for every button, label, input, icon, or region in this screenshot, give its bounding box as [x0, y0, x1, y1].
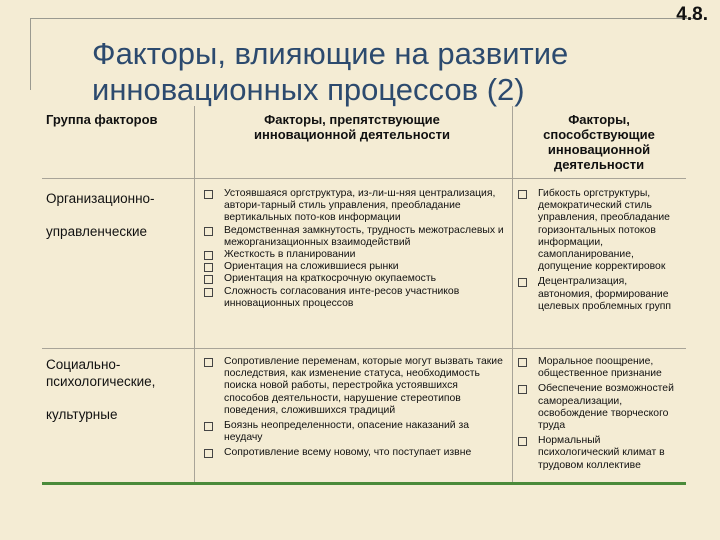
list-item: Моральное поощрение, общественное признание — [518, 356, 684, 380]
header-divider — [42, 178, 686, 179]
row1-group — [46, 190, 192, 240]
square-bullet-icon — [204, 275, 213, 284]
slide-title — [92, 36, 692, 108]
list-item: Ориентация на сложившиеся рынки — [204, 261, 514, 273]
row1-group-line-2: управленческие — [46, 224, 148, 239]
row2-promoting-list — [518, 356, 684, 475]
square-bullet-icon — [204, 422, 213, 431]
square-bullet-icon — [518, 385, 527, 394]
header-promoting: Факторы, способствующие инновационной деятельности — [543, 112, 655, 172]
square-bullet-icon — [204, 190, 213, 199]
header-hindering: Факторы, препятствующие инновационной деятельности — [254, 112, 450, 142]
row1-promoting-list — [518, 188, 684, 316]
list-item: Жесткость в планировании — [204, 249, 514, 261]
list-item: Сопротивление всему новому, что поступает извне — [204, 447, 504, 459]
title-line-1: Факторы, влияющие на развитие — [92, 36, 569, 71]
slide-number: 4.8. — [676, 4, 708, 25]
title-line-2: инновационных процессов (2) — [92, 72, 525, 107]
row2-group-line-1: Социально-психологические, — [46, 357, 156, 389]
list-item: Сложность согласования инте-ресов участников инновационных процессов — [204, 286, 514, 310]
row2-group — [46, 356, 192, 423]
list-item: Ведомственная замкнутость, трудность межотраслевых и межорганизационных взаимодействий — [204, 225, 514, 249]
row-divider — [42, 348, 686, 349]
square-bullet-icon — [204, 263, 213, 272]
square-bullet-icon — [518, 278, 527, 287]
top-divider — [30, 18, 702, 19]
header-group: Группа факторов — [46, 112, 158, 127]
square-bullet-icon — [518, 190, 527, 199]
square-bullet-icon — [204, 449, 213, 458]
row2-group-line-2: культурные — [46, 407, 118, 422]
list-item: Децентрализация, автономия, формирование целевых проблемных групп — [518, 276, 684, 313]
row2-hindering-list — [204, 356, 504, 463]
list-item: Сопротивление переменам, которые могут вызвать такие последствия, как изменение статуса, необходимость поиска новой работы, перестройка устоявшихся способов деятельности, нарушение стереотипов поведения, сложившихся традиций — [204, 356, 504, 417]
square-bullet-icon — [204, 288, 213, 297]
square-bullet-icon — [518, 437, 527, 446]
table-bottom-line — [42, 482, 686, 485]
list-item: Обеспечение возможностей самореализации, освобождение творческого труда — [518, 383, 684, 432]
factors-table — [42, 106, 686, 482]
list-item: Гибкость оргструктуры, демократический стиль управления, преобладание горизонтальных потоков информации, самопланирование, допущение корректировок — [518, 188, 684, 273]
left-divider — [30, 18, 31, 90]
square-bullet-icon — [204, 227, 213, 236]
list-item: Нормальный психологический климат в трудовом коллективе — [518, 435, 684, 472]
row1-hindering-list — [204, 188, 514, 310]
list-item: Боязнь неопределенности, опасение наказаний за неудачу — [204, 420, 504, 444]
row1-group-line-1: Организационно- — [46, 191, 155, 206]
square-bullet-icon — [204, 358, 213, 367]
list-item: Ориентация на краткосрочную окупаемость — [204, 273, 514, 285]
square-bullet-icon — [204, 251, 213, 260]
col-divider-1 — [194, 106, 195, 482]
list-item: Устоявшаяся оргструктура, из-ли-ш-няя централизация, автори-тарный стиль управления, преобладание вертикальных пото-ков информации — [204, 188, 514, 225]
square-bullet-icon — [518, 358, 527, 367]
